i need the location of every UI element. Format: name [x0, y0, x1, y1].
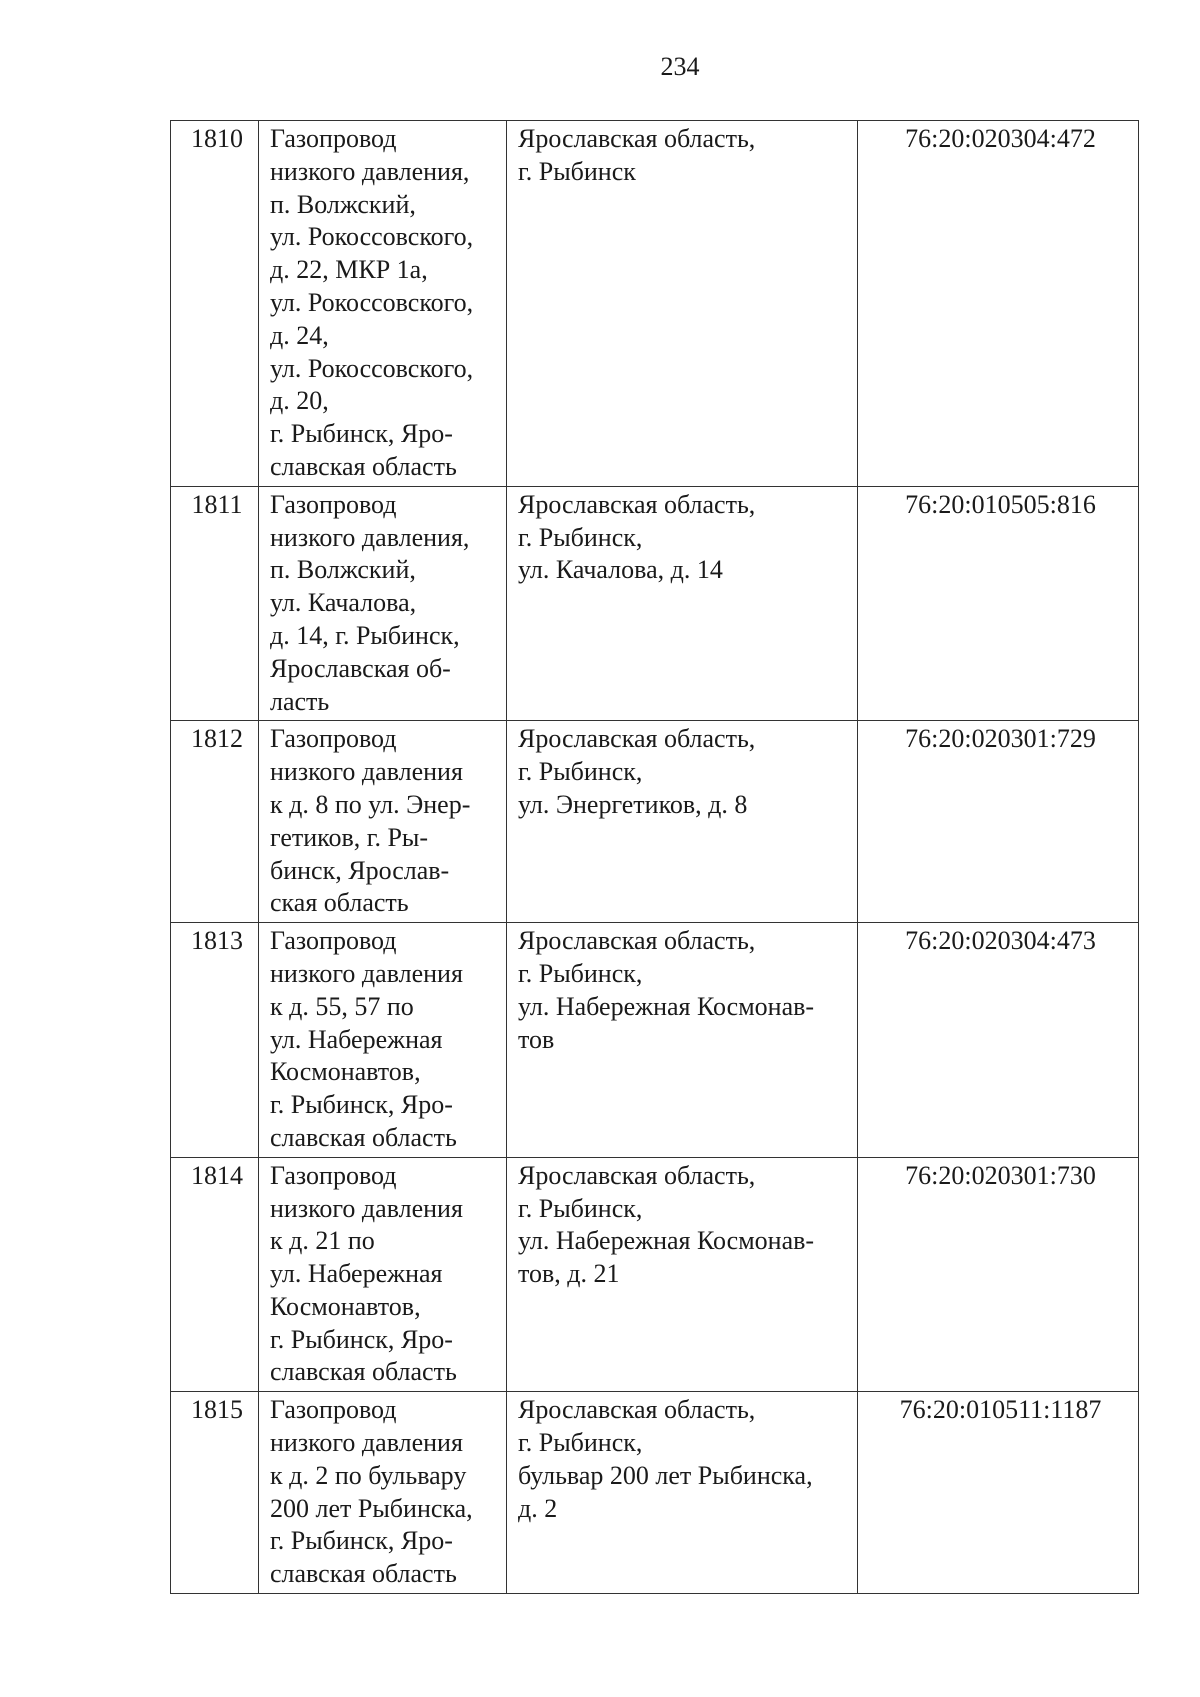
cadastral-number: 76:20:020301:729 — [858, 721, 1139, 923]
cadastral-number: 76:20:020304:472 — [858, 121, 1139, 487]
object-address: Ярославская область, г. Рыбинск, ул. Набережная Космонав- тов, д. 21 — [507, 1157, 858, 1392]
table-row — [171, 1157, 1139, 1392]
object-name: Газопровод низкого давления к д. 55, 57 по ул. Набережная Космонавтов, г. Рыбинск, Яро- славская область — [259, 923, 507, 1158]
object-name: Газопровод низкого давления, п. Волжский, ул. Рокоссовского, д. 22, МКР 1а, ул. Рокоссовского, д. 24, ул. Рокоссовского, д. 20, г. Рыбинск, Яро- славская область — [259, 121, 507, 487]
object-name: Газопровод низкого давления к д. 21 по ул. Набережная Космонавтов, г. Рыбинск, Яро- славская область — [259, 1157, 507, 1392]
row-number: 1812 — [171, 721, 259, 923]
cadastral-number: 76:20:020304:473 — [858, 923, 1139, 1158]
object-address: Ярославская область, г. Рыбинск, ул. Качалова, д. 14 — [507, 486, 858, 721]
row-number: 1810 — [171, 121, 259, 487]
table-row — [171, 721, 1139, 923]
table-row — [171, 1392, 1139, 1594]
row-number: 1811 — [171, 486, 259, 721]
object-address: Ярославская область, г. Рыбинск, бульвар 200 лет Рыбинска, д. 2 — [507, 1392, 858, 1594]
object-name: Газопровод низкого давления, п. Волжский, ул. Качалова, д. 14, г. Рыбинск, Ярославская об- ласть — [259, 486, 507, 721]
cadastral-number: 76:20:010511:1187 — [858, 1392, 1139, 1594]
cadastral-number: 76:20:020301:730 — [858, 1157, 1139, 1392]
object-address: Ярославская область, г. Рыбинск, ул. Энергетиков, д. 8 — [507, 721, 858, 923]
page-number: 234 — [660, 52, 700, 81]
table-row — [171, 486, 1139, 721]
row-number: 1813 — [171, 923, 259, 1158]
object-name: Газопровод низкого давления к д. 2 по бульвару 200 лет Рыбинска, г. Рыбинск, Яро- славская область — [259, 1392, 507, 1594]
row-number: 1814 — [171, 1157, 259, 1392]
object-address: Ярославская область, г. Рыбинск — [507, 121, 858, 487]
object-name: Газопровод низкого давления к д. 8 по ул. Энер- гетиков, г. Ры- бинск, Ярослав- ская область — [259, 721, 507, 923]
table-row — [171, 121, 1139, 487]
object-address: Ярославская область, г. Рыбинск, ул. Набережная Космонав- тов — [507, 923, 858, 1158]
registry-table — [170, 120, 1139, 1594]
row-number: 1815 — [171, 1392, 259, 1594]
cadastral-number: 76:20:010505:816 — [858, 486, 1139, 721]
table-row — [171, 923, 1139, 1158]
